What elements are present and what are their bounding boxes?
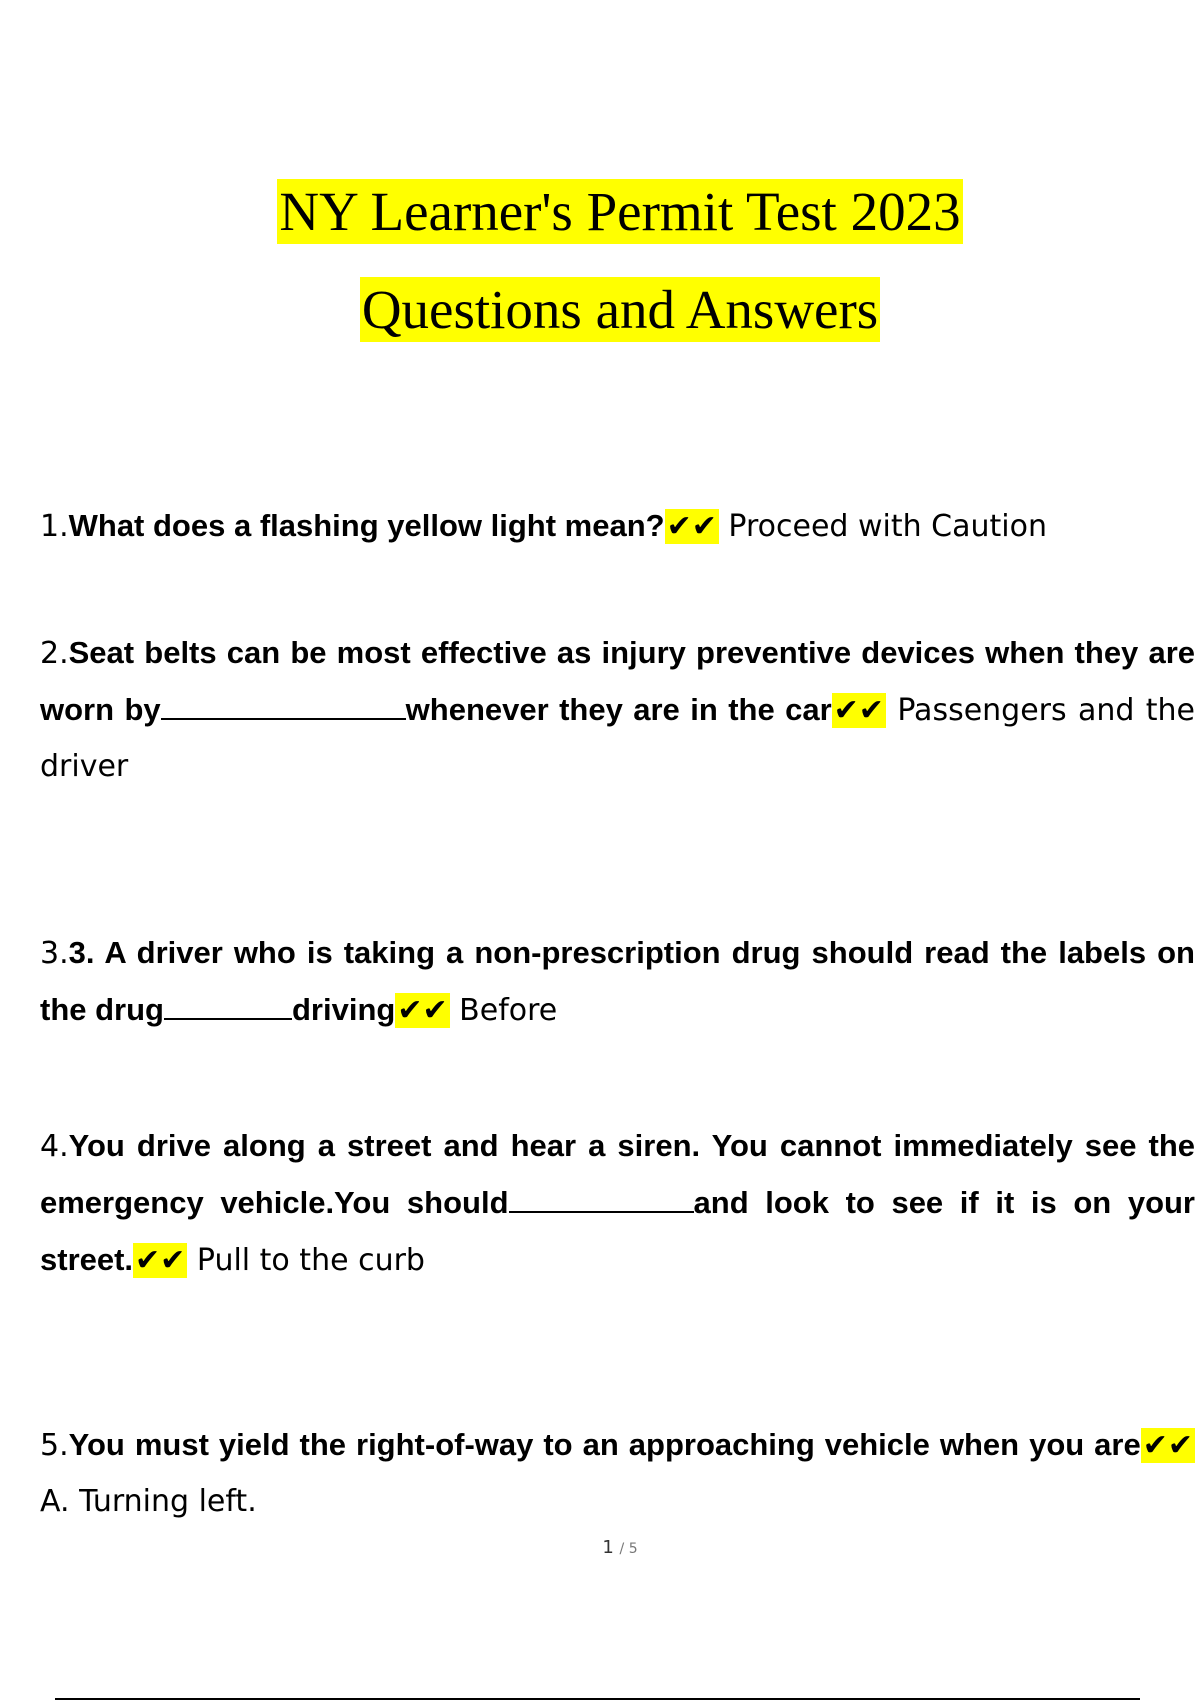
answer-text: Passengers and the driver [40, 693, 1195, 784]
page-current: 1 [602, 1537, 614, 1558]
page-indicator [0, 1537, 1200, 1558]
double-check-icon: ✔✔ [666, 509, 717, 544]
question-text: 3. A driver who is taking a non-prescription drug should read the labels on the drug [40, 935, 1195, 1027]
double-check-icon: ✔✔ [833, 693, 884, 728]
title-line-1: NY Learner's Permit Test 2023 [279, 181, 961, 242]
question-text-after: driving [292, 992, 396, 1027]
answer-blank [164, 990, 292, 1020]
double-check-icon: ✔✔ [135, 1243, 186, 1278]
double-check-icon: ✔✔ [1142, 1428, 1193, 1463]
answer-blank [509, 1183, 694, 1213]
question-2 [40, 625, 1195, 795]
question-text-after: whenever they are in the car [405, 692, 832, 727]
answer-text: Pull to the curb [196, 1243, 425, 1278]
answer-blank [161, 690, 406, 720]
double-check-icon: ✔✔ [397, 993, 448, 1028]
question-text-after: and look to see if it is on your street. [40, 1185, 1195, 1277]
document-title [0, 180, 1200, 376]
question-1 [40, 498, 1195, 555]
title-line-2: Questions and Answers [361, 279, 879, 340]
question-number: 3. [40, 936, 69, 971]
answer-text: A. Turning left. [40, 1484, 257, 1519]
question-number: 4. [40, 1129, 69, 1164]
question-5 [40, 1417, 1195, 1530]
question-text: What does a flashing yellow light mean? [68, 508, 665, 543]
answer-text: Proceed with Caution [728, 509, 1047, 544]
question-number: 2. [40, 636, 69, 671]
question-text: You drive along a street and hear a siren. You cannot immediately see the emergency vehicle.You should [40, 1128, 1195, 1220]
page-total: / 5 [619, 1541, 638, 1557]
question-number: 1. [40, 509, 69, 544]
question-4 [40, 1118, 1195, 1289]
question-text: Seat belts can be most effective as injury preventive devices when they are worn by [40, 635, 1195, 727]
question-number: 5. [40, 1428, 69, 1463]
question-3 [40, 925, 1195, 1039]
answer-text: Before [459, 993, 558, 1028]
question-text: You must yield the right-of-way to an approaching vehicle when you are [68, 1427, 1141, 1462]
